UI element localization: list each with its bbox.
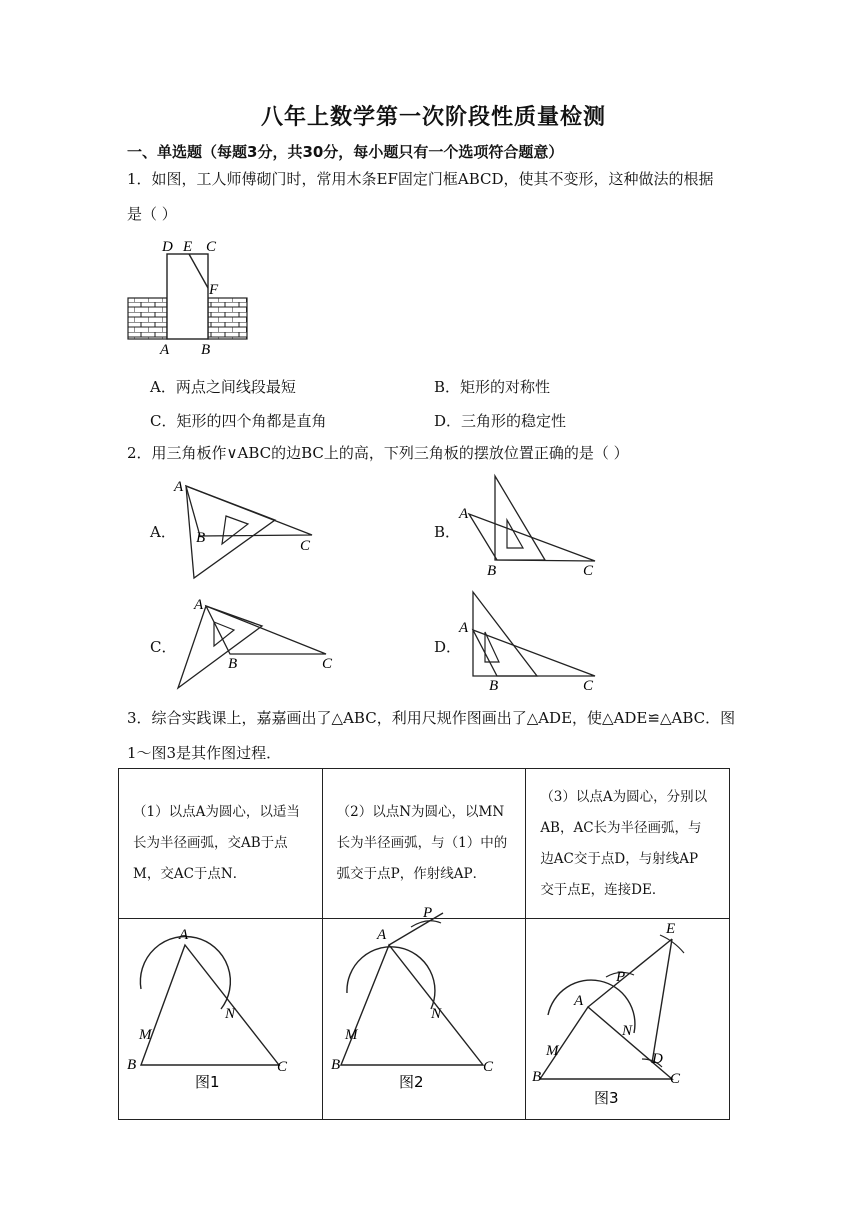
label-E: E <box>183 239 193 255</box>
q2-option-a-label[interactable]: A． <box>150 523 176 541</box>
figure-2-caption: 图2 <box>398 1073 424 1091</box>
construction-figure-2 <box>323 905 526 1115</box>
label-A: A <box>459 506 469 522</box>
q1-option-c[interactable]: C．矩形的四个角都是直角 <box>150 412 327 430</box>
step-3-line: （3）以点A为圆心，分别以 <box>540 788 708 805</box>
q2-figure-a <box>170 474 330 586</box>
q2-option-d-label[interactable]: D． <box>434 638 462 656</box>
label-A: A <box>376 927 386 943</box>
figure-1-cell <box>119 919 323 1120</box>
label-A: A <box>160 342 170 358</box>
label-B: B <box>489 678 499 694</box>
q2-option-b-label[interactable]: B． <box>434 523 461 541</box>
label-C: C <box>583 678 594 694</box>
label-N: N <box>430 1006 441 1022</box>
label-P: P <box>422 905 432 921</box>
step-2-line: 长为半径画弧，与（1）中的 <box>336 835 508 851</box>
step-2-cell <box>322 769 526 919</box>
q1-option-d[interactable]: D．三角形的稳定性 <box>434 412 567 430</box>
q3-stem-line2: 1～图3是其作图过程． <box>127 744 282 762</box>
label-C: C <box>322 656 333 672</box>
label-F: F <box>209 282 219 298</box>
construction-figure-3 <box>526 919 729 1115</box>
q3-stem-line1: 3．综合实践课上，嘉嘉画出了△ABC，利用尺规作图画出了△ADE，使△ADE≌△ABC．图 <box>127 709 736 727</box>
label-B: B <box>127 1057 137 1073</box>
label-N: N <box>225 1006 236 1022</box>
label-B: B <box>487 563 497 579</box>
label-D: D <box>162 239 173 255</box>
figure-2-cell <box>322 905 526 1120</box>
figure-3-caption: 图3 <box>594 1089 619 1107</box>
label-B: B <box>532 1069 542 1085</box>
q2-stem: 2．用三角板作∨ABC的边BC上的高，下列三角板的摆放位置正确的是（ ） <box>127 444 629 462</box>
figure-3-cell <box>526 919 730 1120</box>
label-C: C <box>206 239 217 255</box>
label-N: N <box>622 1023 633 1039</box>
step-3-cell <box>526 769 730 919</box>
step-3-line: 交于点E，连接DE． <box>540 881 666 898</box>
label-B: B <box>196 530 206 546</box>
q1-stem-line1: 1．如图，工人师傅砌门时，常用木条EF固定门框ABCD，使其不变形，这种做法的根据 <box>127 170 714 188</box>
label-M: M <box>139 1027 152 1043</box>
step-2-line: 弧交于点P，作射线AP． <box>336 866 487 882</box>
label-C: C <box>277 1059 288 1075</box>
label-B: B <box>228 656 238 672</box>
label-P: P <box>616 969 626 985</box>
q3-construction-table <box>118 768 730 1120</box>
label-A: A <box>574 993 584 1009</box>
label-A: A <box>179 927 189 943</box>
q1-stem-line2: 是（ ） <box>127 205 177 223</box>
label-M: M <box>546 1043 559 1059</box>
step-3-line: AB，AC长为半径画弧，与 <box>540 819 702 836</box>
q2-figure-b <box>455 474 605 578</box>
step-1-line: 长为半径画弧，交AB于点 <box>133 835 288 851</box>
section-heading: 一、单选题（每题3分，共30分，每小题只有一个选项符合题意） <box>127 143 564 161</box>
label-C: C <box>300 538 311 554</box>
q2-figure-d <box>455 588 605 692</box>
label-B: B <box>201 342 211 358</box>
label-A: A <box>174 479 184 495</box>
q2-option-c-label[interactable]: C． <box>150 638 177 656</box>
label-C: C <box>583 563 594 579</box>
label-B: B <box>330 1057 340 1073</box>
q1-option-a[interactable]: A．两点之间线段最短 <box>150 378 296 396</box>
page-title: 八年上数学第一次阶段性质量检测 <box>260 105 606 130</box>
step-1-cell <box>119 769 323 919</box>
label-M: M <box>344 1027 358 1043</box>
label-C: C <box>670 1071 681 1087</box>
label-A: A <box>459 620 469 636</box>
step-3-line: 边AC交于点D，与射线AP <box>540 850 699 867</box>
q1-option-b[interactable]: B．矩形的对称性 <box>434 378 551 396</box>
figure-1-caption: 图1 <box>195 1073 220 1091</box>
step-1-line: （1）以点A为圆心，以适当 <box>133 804 300 820</box>
step-1-line: M，交AC于点N． <box>133 866 247 882</box>
label-D: D <box>652 1051 664 1067</box>
construction-figure-1 <box>119 919 322 1115</box>
q2-figure-c <box>170 594 340 694</box>
label-C: C <box>482 1059 493 1075</box>
step-2-line: （2）以点N为圆心，以MN <box>336 804 505 820</box>
label-A: A <box>194 597 204 613</box>
label-E: E <box>666 921 676 937</box>
q1-door-figure <box>120 232 260 360</box>
